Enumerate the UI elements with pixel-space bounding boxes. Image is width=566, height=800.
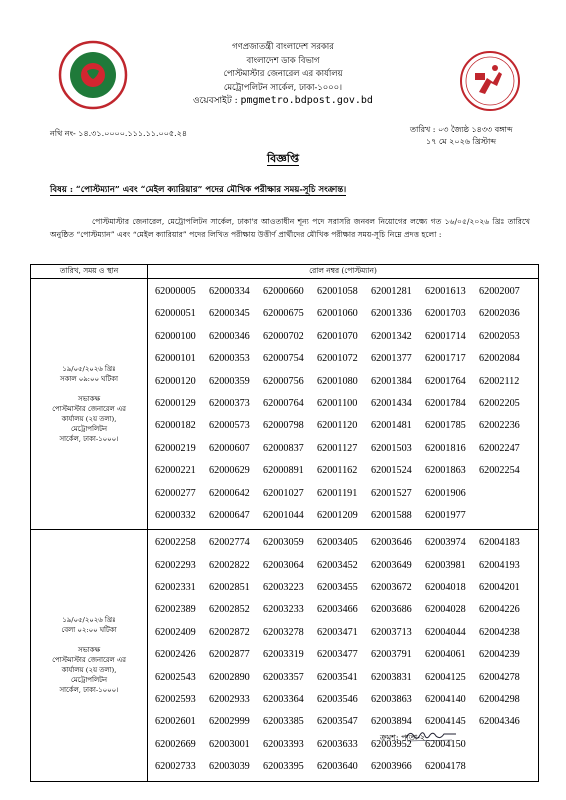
roll-number <box>479 483 533 505</box>
roll-number: 62004150 <box>425 738 466 750</box>
roll-number: 62004178 <box>425 761 466 773</box>
roll-number: 62001072 <box>317 353 358 365</box>
notice-title-text: বিজ্ঞপ্তি <box>267 152 299 165</box>
header-line-address: মেট্রোপলিটন সার্কেল, ঢাকা-১০০০। <box>223 81 343 92</box>
roll-number: 62000101 <box>155 353 196 365</box>
postal-department-logo <box>455 48 525 118</box>
roll-number: 62002774 <box>209 537 250 549</box>
roll-number: 62003646 <box>371 537 412 549</box>
column-header-date-time-venue: তারিখ, সময় ও স্থান <box>31 265 148 279</box>
roll-number: 62003455 <box>317 582 358 594</box>
roll-number: 62000100 <box>155 330 196 342</box>
roll-number: 62001070 <box>317 330 358 342</box>
roll-number: 62002426 <box>155 649 196 661</box>
roll-number: 62000334 <box>209 286 250 297</box>
roll-number: 62002053 <box>479 330 520 342</box>
session-venue-line: সভাকক্ষ <box>77 395 101 404</box>
roll-number: 62001503 <box>371 442 412 454</box>
roll-number: 62000573 <box>209 420 250 432</box>
session-date-time-venue <box>31 530 148 781</box>
roll-number: 62003686 <box>371 604 412 616</box>
subject-text: বিষয় : “পোস্টম্যান” এবং “মেইল ক্যারিয়ার” পদের মৌখিক পরীক্ষার সময়-সূচি সংক্রান্ত। <box>50 185 347 195</box>
roll-number: 62003831 <box>371 671 412 683</box>
website-label: ওয়েবসাইট : <box>193 96 238 106</box>
roll-number: 62004145 <box>425 716 466 728</box>
roll-number: 62003452 <box>317 559 358 571</box>
roll-number: 62004193 <box>479 559 520 571</box>
roll-number: 62001785 <box>425 420 466 432</box>
roll-number: 62000345 <box>209 308 250 320</box>
roll-number: 62001816 <box>425 442 466 454</box>
roll-number: 62002084 <box>479 353 520 365</box>
roll-number: 62003405 <box>317 537 358 549</box>
roll-number: 62000756 <box>263 375 304 387</box>
roll-number: 62003981 <box>425 559 466 571</box>
roll-number: 62003364 <box>263 694 304 706</box>
roll-number: 62003471 <box>317 626 358 638</box>
roll-number: 62001080 <box>317 375 358 387</box>
roll-number: 62003974 <box>425 537 466 549</box>
roll-number: 62003713 <box>371 626 412 638</box>
roll-number: 62003039 <box>209 761 250 773</box>
roll-number: 62004140 <box>425 694 466 706</box>
page-continuation: ক্রমশ: পাতা-২ <box>380 733 426 742</box>
roll-number: 62004298 <box>479 694 520 706</box>
session-venue-line: কার্যালয় (২য় তলা), <box>61 666 117 675</box>
roll-number: 62003393 <box>263 738 304 750</box>
date-gregorian: ১৭ মে ২০২৬ খ্রিস্টাব্দ <box>426 137 496 146</box>
roll-number: 62001162 <box>317 465 358 477</box>
roll-number: 62001703 <box>425 308 466 320</box>
roll-number-table <box>30 264 539 782</box>
roll-number: 62002254 <box>479 465 520 477</box>
roll-number: 62000359 <box>209 375 250 387</box>
date-bengali: তারিখ : ০৩ জ্যৈষ্ঠ ১৪৩৩ বঙ্গাব্দ <box>410 125 513 134</box>
roll-numbers-cell <box>148 279 539 530</box>
office-header <box>130 40 436 109</box>
roll-number: 62001764 <box>425 375 466 387</box>
roll-number: 62003546 <box>317 694 358 706</box>
roll-number: 62001281 <box>371 286 412 297</box>
notice-title <box>0 150 566 169</box>
roll-number: 62002851 <box>209 582 250 594</box>
roll-number <box>479 505 533 527</box>
roll-number: 62002409 <box>155 626 196 638</box>
roll-number: 62002872 <box>209 626 250 638</box>
roll-number: 62001060 <box>317 308 358 320</box>
roll-number: 62000629 <box>209 465 250 477</box>
roll-number: 62002669 <box>155 738 196 750</box>
header-line-government: গণপ্রজাতন্ত্রী বাংলাদেশ সরকার <box>232 41 334 51</box>
roll-number: 62002247 <box>479 442 520 454</box>
roll-number: 62002236 <box>479 420 520 432</box>
roll-number: 62004239 <box>479 649 520 661</box>
session-venue-line: পোস্টমাস্টার জেনারেল এর <box>52 656 126 665</box>
roll-number: 62000221 <box>155 465 196 477</box>
roll-number: 62001714 <box>425 330 466 342</box>
roll-number: 62001127 <box>317 442 358 454</box>
session-venue-line: কার্যালয় (২য় তলা), <box>61 415 117 424</box>
roll-number: 62000277 <box>155 487 196 499</box>
roll-number: 62003466 <box>317 604 358 616</box>
roll-number: 62002293 <box>155 559 196 571</box>
roll-number: 62000353 <box>209 353 250 365</box>
roll-number: 62001588 <box>371 509 412 521</box>
roll-number: 62001377 <box>371 353 412 365</box>
roll-number: 62001613 <box>425 286 466 297</box>
spacer <box>37 384 141 394</box>
roll-number: 62000182 <box>155 420 196 432</box>
roll-number: 62003385 <box>263 716 304 728</box>
roll-number: 62000837 <box>263 442 304 454</box>
roll-number: 62003278 <box>263 626 304 638</box>
roll-number: 62004044 <box>425 626 466 638</box>
roll-number: 62002822 <box>209 559 250 571</box>
session-venue-line: সভাকক্ষ <box>77 646 101 655</box>
roll-number: 62004278 <box>479 671 520 683</box>
roll-number: 62000051 <box>155 308 196 320</box>
roll-number: 62002258 <box>155 537 196 549</box>
roll-number: 62003223 <box>263 582 304 594</box>
roll-number: 62004061 <box>425 649 466 661</box>
roll-number: 62001717 <box>425 353 466 365</box>
roll-number: 62000891 <box>263 465 304 477</box>
session-venue-line: সার্কেল, ঢাকা-১০০০। <box>59 435 119 444</box>
roll-number: 62000607 <box>209 442 250 454</box>
roll-number: 62000647 <box>209 509 250 521</box>
session-time: বেলা ০২:০০ ঘটিকা <box>61 626 117 635</box>
roll-number: 62003894 <box>371 716 412 728</box>
roll-number: 62003357 <box>263 671 304 683</box>
roll-number: 62001784 <box>425 397 466 409</box>
roll-number: 62004028 <box>425 604 466 616</box>
roll-number: 62000005 <box>155 286 196 297</box>
roll-number: 62001342 <box>371 330 412 342</box>
roll-number: 62001120 <box>317 420 358 432</box>
roll-number: 62003640 <box>317 761 358 773</box>
session-venue-line: পোস্টমাস্টার জেনারেল এর <box>52 405 126 414</box>
roll-number: 62001434 <box>371 397 412 409</box>
roll-number: 62003541 <box>317 671 358 683</box>
roll-number: 62003064 <box>263 559 304 571</box>
table-row <box>31 530 539 781</box>
column-header-roll-number: রোল নম্বর (পোস্টম্যান) <box>148 265 539 279</box>
roll-number: 62002543 <box>155 671 196 683</box>
session-date: ১৯/০৫/২০২৬ খ্রিঃ <box>62 616 116 625</box>
roll-number: 62004018 <box>425 582 466 594</box>
roll-number: 62003672 <box>371 582 412 594</box>
notice-body <box>50 215 530 241</box>
roll-number: 62001524 <box>371 465 412 477</box>
roll-number: 62000754 <box>263 353 304 365</box>
roll-number: 62003001 <box>209 738 250 750</box>
roll-number: 62000219 <box>155 442 196 454</box>
roll-number: 62000373 <box>209 397 250 409</box>
roll-number: 62002999 <box>209 716 250 728</box>
roll-number: 62004346 <box>479 716 520 728</box>
session-venue-line: মেট্রোপলিটন <box>71 676 107 685</box>
notice-body-text: পোস্টমাস্টার জেনারেল, মেট্রোপলিটন সার্কেল, ঢাকা'র আওতাধীন শূন্য পদে সরাসরি জনবল নিয়োগের লক্ষ্যে গত ১৬/০৫/২০২৬ খ্রিঃ তারিখে অনুষ্ঠিত “পোস্টম্যান” এবং “মেইল ক্যারিয়ার” পদের লিখিত পরীক্ষায় উত্তীর্ণ প্রার্থীদের মৌখিক পরীক্ষার সময়-সূচি নিম্নে প্রদত্ত হলো : <box>50 217 530 239</box>
table-row <box>31 279 539 530</box>
roll-number: 62001481 <box>371 420 412 432</box>
roll-number-grid <box>149 280 537 528</box>
roll-numbers-cell <box>148 530 539 781</box>
roll-number: 62001044 <box>263 509 304 521</box>
roll-number: 62000642 <box>209 487 250 499</box>
roll-number: 62003477 <box>317 649 358 661</box>
session-date-time-venue <box>31 279 148 530</box>
roll-number <box>479 734 533 756</box>
roll-number: 62000660 <box>263 286 304 297</box>
header-line-office: পোস্টমাস্টার জেনারেল এর কার্যালয় <box>223 68 343 78</box>
date-block <box>410 124 513 148</box>
roll-number: 62003319 <box>263 649 304 661</box>
session-time: সকাল ০৯:০০ ঘটিকা <box>60 375 118 384</box>
roll-number: 62001863 <box>425 465 466 477</box>
roll-number: 62000346 <box>209 330 250 342</box>
roll-number: 62004183 <box>479 537 520 549</box>
roll-number: 62002007 <box>479 286 520 297</box>
roll-number: 62001527 <box>371 487 412 499</box>
header-website <box>130 94 436 109</box>
roll-number: 62002877 <box>209 649 250 661</box>
roll-number: 62001906 <box>425 487 466 499</box>
roll-number: 62002593 <box>155 694 196 706</box>
roll-number: 62004226 <box>479 604 520 616</box>
roll-number: 62003547 <box>317 716 358 728</box>
roll-number: 62001100 <box>317 397 358 409</box>
session-venue-line: সার্কেল, ঢাকা-১০০০। <box>59 686 119 695</box>
roll-number: 62004201 <box>479 582 520 594</box>
roll-number: 62003633 <box>317 738 358 750</box>
roll-number: 62000129 <box>155 397 196 409</box>
website-url[interactable]: pmgmetro.bdpost.gov.bd <box>240 95 373 106</box>
roll-number: 62002890 <box>209 671 250 683</box>
roll-number: 62001977 <box>425 509 466 521</box>
roll-number: 62002331 <box>155 582 196 594</box>
roll-number: 62001209 <box>317 509 358 521</box>
roll-number: 62000332 <box>155 509 196 521</box>
roll-number: 62002036 <box>479 308 520 320</box>
roll-number: 62001384 <box>371 375 412 387</box>
session-date: ১৯/০৫/২০২৬ খ্রিঃ <box>62 365 116 374</box>
subject-line <box>50 183 346 197</box>
roll-number: 62003791 <box>371 649 412 661</box>
roll-number: 62003395 <box>263 761 304 773</box>
roll-number: 62002389 <box>155 604 196 616</box>
roll-number: 62000120 <box>155 375 196 387</box>
roll-number: 62004125 <box>425 671 466 683</box>
roll-number: 62002112 <box>479 375 520 387</box>
government-seal-logo <box>58 40 128 110</box>
roll-number: 62004238 <box>479 626 520 638</box>
roll-number: 62002933 <box>209 694 250 706</box>
roll-number: 62001336 <box>371 308 412 320</box>
table-header-row <box>31 265 539 279</box>
roll-number: 62002733 <box>155 761 196 773</box>
roll-number: 62000675 <box>263 308 304 320</box>
session-venue-line: মেট্রোপলিটন <box>71 425 107 434</box>
roll-number: 62001058 <box>317 286 358 297</box>
roll-number: 62003863 <box>371 694 412 706</box>
roll-number: 62001027 <box>263 487 304 499</box>
header-line-department: বাংলাদেশ ডাক বিভাগ <box>246 54 320 65</box>
roll-number: 62003059 <box>263 537 304 549</box>
roll-number: 62002852 <box>209 604 250 616</box>
roll-number: 62003649 <box>371 559 412 571</box>
roll-number: 62000798 <box>263 420 304 432</box>
roll-number <box>479 756 533 778</box>
roll-number: 62000764 <box>263 397 304 409</box>
roll-number: 62003966 <box>371 761 412 773</box>
roll-number: 62000702 <box>263 330 304 342</box>
roll-number: 62001191 <box>317 487 358 499</box>
roll-number: 62003952 <box>371 738 412 750</box>
roll-number: 62003233 <box>263 604 304 616</box>
roll-number-grid <box>149 531 537 779</box>
memo-number: নথি নং- ১৪.৩১.০০০০.১১১.১১.০০৫.২৪ <box>50 129 188 138</box>
spacer <box>37 635 141 645</box>
roll-number: 62002601 <box>155 716 196 728</box>
roll-number: 62002205 <box>479 397 520 409</box>
